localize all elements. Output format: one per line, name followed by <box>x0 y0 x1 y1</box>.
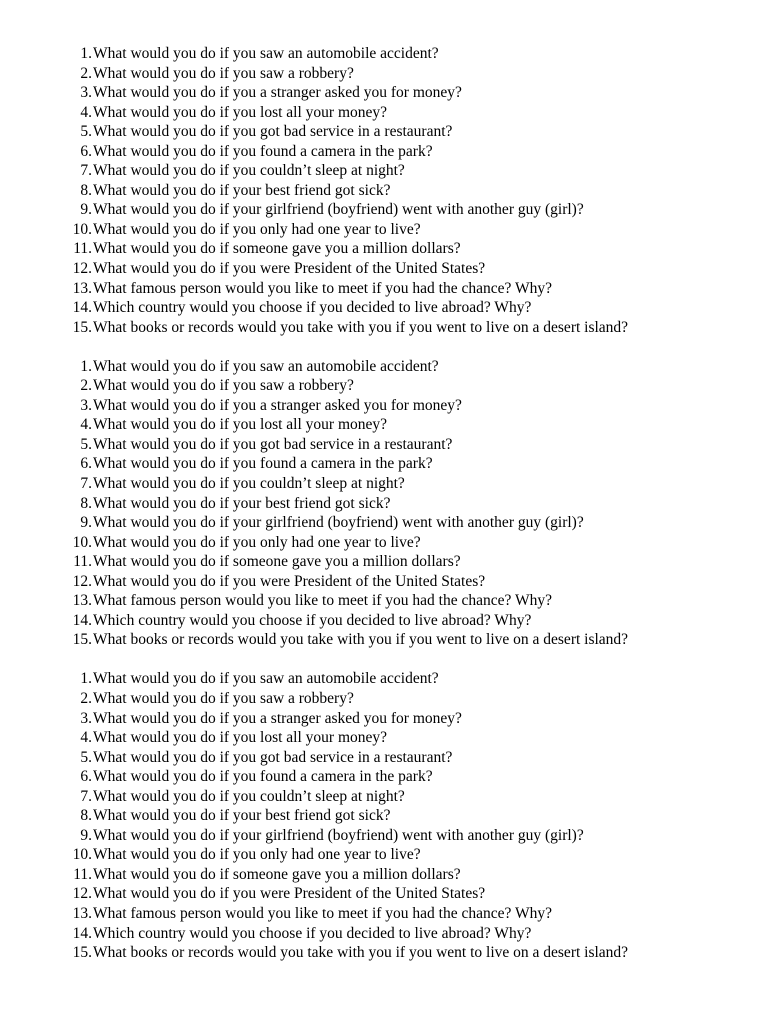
question-text: What would you do if you saw a robbery? <box>93 689 354 707</box>
question-text: What would you do if someone gave you a million dollars? <box>93 553 461 571</box>
question-text: What would you do if you saw a robbery? <box>93 64 354 82</box>
item-number: 3. <box>80 396 92 414</box>
question-text: What would you do if you lost all your money? <box>93 729 388 747</box>
list-item <box>0 318 768 338</box>
item-number: 15. <box>72 631 92 649</box>
item-number: 10. <box>72 846 92 864</box>
item-number: 3. <box>80 84 92 102</box>
item-number: 3. <box>80 709 92 727</box>
list-item <box>0 494 768 514</box>
list-item <box>0 787 768 807</box>
item-number: 1. <box>80 45 92 62</box>
item-number: 4. <box>80 416 92 434</box>
document-page <box>0 44 768 982</box>
list-item <box>0 669 768 689</box>
list-item <box>0 474 768 494</box>
list-item <box>0 220 768 240</box>
question-text: Which country would you choose if you decided to live abroad? Why? <box>93 924 532 942</box>
list-item <box>0 611 768 631</box>
item-number: 8. <box>80 494 92 512</box>
list-item <box>0 200 768 220</box>
list-item <box>0 142 768 162</box>
list-item <box>0 748 768 768</box>
question-text: Which country would you choose if you decided to live abroad? Why? <box>93 611 532 629</box>
item-number: 12. <box>72 572 92 590</box>
item-number: 14. <box>72 611 92 629</box>
question-text: What would you do if your girlfriend (boyfriend) went with another guy (girl)? <box>93 514 584 532</box>
list-item <box>0 826 768 846</box>
list-item <box>0 943 768 963</box>
item-number: 15. <box>72 944 92 962</box>
item-number: 7. <box>80 787 92 805</box>
item-number: 4. <box>80 103 92 121</box>
list-item <box>0 924 768 944</box>
item-number: 6. <box>80 142 92 160</box>
item-number: 2. <box>80 377 92 395</box>
list-item <box>0 630 768 650</box>
item-number: 7. <box>80 474 92 492</box>
list-item <box>0 44 768 64</box>
list-item <box>0 454 768 474</box>
question-text: What would you do if you a stranger asked you for money? <box>93 709 462 727</box>
question-text: What would you do if you only had one year to live? <box>93 220 421 238</box>
list-item <box>0 357 768 377</box>
list-item <box>0 728 768 748</box>
item-number: 14. <box>72 924 92 942</box>
item-number: 12. <box>72 885 92 903</box>
item-number: 7. <box>80 162 92 180</box>
item-number: 2. <box>80 689 92 707</box>
list-item <box>0 83 768 103</box>
list-item <box>0 709 768 729</box>
item-number: 5. <box>80 435 92 453</box>
question-text: What would you do if you got bad service in a restaurant? <box>93 748 453 766</box>
question-list <box>0 357 768 650</box>
question-text: What would you do if you lost all your money? <box>93 416 388 434</box>
question-list <box>0 44 768 337</box>
list-item <box>0 122 768 142</box>
item-number: 15. <box>72 318 92 336</box>
question-text: What would you do if your best friend got sick? <box>93 807 391 825</box>
question-text: What would you do if your best friend got sick? <box>93 494 391 512</box>
list-item <box>0 513 768 533</box>
list-item <box>0 259 768 279</box>
item-number: 8. <box>80 807 92 825</box>
question-text: What would you do if you a stranger asked you for money? <box>93 396 462 414</box>
question-text: What would you do if your girlfriend (boyfriend) went with another guy (girl)? <box>93 201 584 219</box>
item-number: 9. <box>80 514 92 532</box>
list-item <box>0 103 768 123</box>
question-text: What would you do if you only had one year to live? <box>93 846 421 864</box>
question-text: What would you do if someone gave you a million dollars? <box>93 240 461 258</box>
item-number: 4. <box>80 729 92 747</box>
list-item <box>0 533 768 553</box>
list-item <box>0 298 768 318</box>
question-text: What would you do if you saw an automobile accident? <box>93 45 439 62</box>
question-text: What would you do if you couldn’t sleep at night? <box>93 787 405 805</box>
question-text: What would you do if your girlfriend (boyfriend) went with another guy (girl)? <box>93 826 584 844</box>
item-number: 13. <box>72 592 92 610</box>
question-text: What would you do if you saw an automobile accident? <box>93 670 439 688</box>
item-number: 9. <box>80 826 92 844</box>
question-text: What would you do if you couldn’t sleep at night? <box>93 474 405 492</box>
item-number: 10. <box>72 220 92 238</box>
item-number: 5. <box>80 748 92 766</box>
list-item <box>0 415 768 435</box>
question-text: What would you do if you were President of the United States? <box>93 885 486 903</box>
item-number: 1. <box>80 357 92 375</box>
question-text: What would you do if your best friend got sick? <box>93 181 391 199</box>
list-item <box>0 689 768 709</box>
question-text: What books or records would you take with you if you went to live on a desert island? <box>93 631 629 649</box>
list-item <box>0 865 768 885</box>
list-item <box>0 552 768 572</box>
item-number: 14. <box>72 299 92 317</box>
item-number: 11. <box>73 240 92 258</box>
item-number: 12. <box>72 260 92 278</box>
list-item <box>0 435 768 455</box>
question-text: What books or records would you take with you if you went to live on a desert island? <box>93 318 629 336</box>
question-text: What famous person would you like to meet if you had the chance? Why? <box>93 592 552 610</box>
list-item <box>0 806 768 826</box>
item-number: 8. <box>80 181 92 199</box>
question-text: What would you do if you saw a robbery? <box>93 377 354 395</box>
item-number: 2. <box>80 64 92 82</box>
question-text: What would you do if you found a camera in the park? <box>93 142 433 160</box>
item-number: 9. <box>80 201 92 219</box>
list-item <box>0 396 768 416</box>
item-number: 13. <box>72 279 92 297</box>
list-item <box>0 767 768 787</box>
question-text: What would you do if you got bad service in a restaurant? <box>93 435 453 453</box>
question-text: What would you do if you found a camera in the park? <box>93 768 433 786</box>
list-item <box>0 591 768 611</box>
question-text: What would you do if you only had one year to live? <box>93 533 421 551</box>
question-text: What would you do if you found a camera in the park? <box>93 455 433 473</box>
question-text: Which country would you choose if you decided to live abroad? Why? <box>93 299 532 317</box>
question-text: What would you do if you saw an automobile accident? <box>93 357 439 375</box>
item-number: 6. <box>80 455 92 473</box>
item-number: 11. <box>73 865 92 883</box>
item-number: 5. <box>80 123 92 141</box>
list-item <box>0 376 768 396</box>
item-number: 11. <box>73 553 92 571</box>
item-number: 6. <box>80 768 92 786</box>
question-text: What famous person would you like to meet if you had the chance? Why? <box>93 279 552 297</box>
list-item <box>0 64 768 84</box>
list-item <box>0 239 768 259</box>
list-item <box>0 884 768 904</box>
list-item <box>0 904 768 924</box>
item-number: 13. <box>72 904 92 922</box>
list-item <box>0 279 768 299</box>
list-item <box>0 161 768 181</box>
question-text: What would you do if you were President of the United States? <box>93 260 486 278</box>
question-text: What would you do if you were President of the United States? <box>93 572 486 590</box>
question-text: What would you do if you lost all your money? <box>93 103 388 121</box>
item-number: 10. <box>72 533 92 551</box>
question-text: What would you do if you a stranger asked you for money? <box>93 84 462 102</box>
question-text: What would you do if someone gave you a million dollars? <box>93 865 461 883</box>
question-text: What famous person would you like to meet if you had the chance? Why? <box>93 904 552 922</box>
question-text: What would you do if you got bad service in a restaurant? <box>93 123 453 141</box>
list-item <box>0 572 768 592</box>
list-item <box>0 845 768 865</box>
question-text: What would you do if you couldn’t sleep at night? <box>93 162 405 180</box>
list-item <box>0 181 768 201</box>
question-list <box>0 669 768 962</box>
question-text: What books or records would you take with you if you went to live on a desert island? <box>93 944 629 962</box>
item-number: 1. <box>80 670 92 688</box>
